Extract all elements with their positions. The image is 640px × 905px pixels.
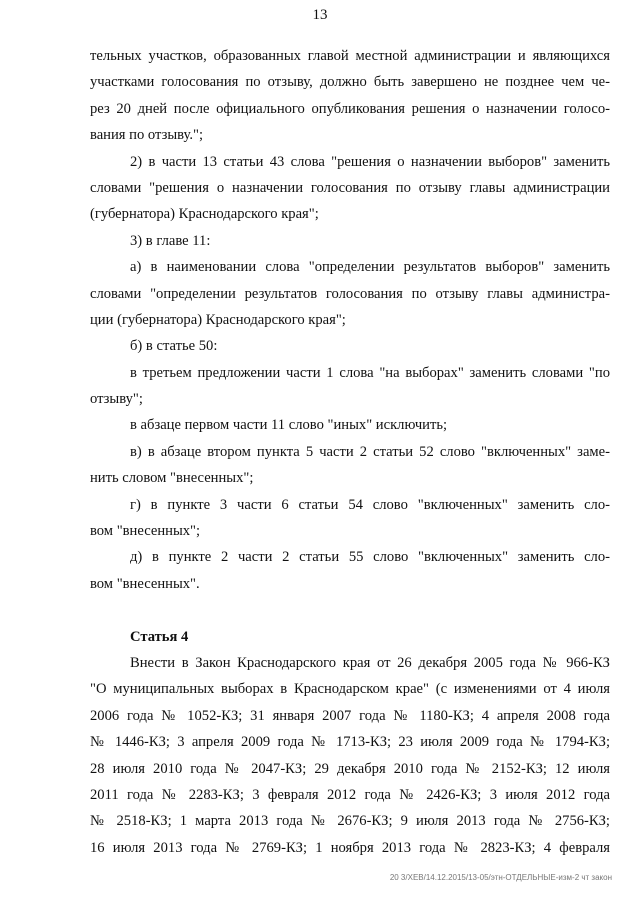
text-line: словами "решения о назначении голосования по отзыву главы администрации (90, 179, 610, 196)
text-line: 2006 года № 1052-КЗ; 31 января 2007 года № 1180-КЗ; 4 апреля 2008 года (90, 707, 610, 724)
text-line: в абзаце первом части 11 слово "иных" исключить; (130, 417, 448, 434)
text-line: в третьем предложении части 1 слова "на выборах" заменить словами "по (130, 364, 610, 381)
paragraph-gap (90, 597, 610, 623)
text-line: нить словом "внесенных"; (90, 470, 254, 487)
text-line: 2) в части 13 статьи 43 слова "решения о назначении выборов" заменить (130, 153, 610, 170)
text-line: вом "внесенных"; (90, 523, 201, 540)
text-line: 28 июля 2010 года № 2047-КЗ; 29 декабря 2010 года № 2152-КЗ; 12 июля (90, 760, 610, 777)
text-line: д) в пункте 2 части 2 статьи 55 слово "включенных" заменить сло- (130, 549, 610, 566)
text-line: Внести в Закон Краснодарского края от 26 декабря 2005 года № 966-КЗ (130, 654, 610, 671)
text-line: 3) в главе 11: (130, 232, 211, 249)
text-line: № 1446-КЗ; 3 апреля 2009 года № 1713-КЗ; 23 июля 2009 года № 1794-КЗ; (90, 734, 610, 751)
text-line: "О муниципальных выборах в Краснодарском крае" (с изменениями от 4 июля (90, 681, 610, 698)
text-line: в) в абзаце втором пункта 5 части 2 статьи 52 слово "включенных" заме- (130, 443, 610, 460)
text-line: (губернатора) Краснодарского края"; (90, 206, 319, 223)
text-line: участками голосования по отзыву, должно быть завершено не позднее чем че- (90, 74, 610, 91)
text-line: 2011 года № 2283-КЗ; 3 февраля 2012 года № 2426-КЗ; 3 июля 2012 года (90, 786, 610, 803)
article-heading: Статья 4 (130, 628, 189, 645)
text-line: словами "определении результатов голосования по отзыву главы администра- (90, 285, 610, 302)
document-body (90, 43, 610, 861)
text-line: б) в статье 50: (130, 338, 218, 355)
text-line: г) в пункте 3 части 6 статьи 54 слово "включенных" заменить сло- (130, 496, 610, 513)
text-line: № 2518-КЗ; 1 марта 2013 года № 2676-КЗ; 9 июля 2013 года № 2756-КЗ; (90, 813, 610, 830)
text-line: отзыву"; (90, 391, 143, 408)
page-number: 13 (312, 7, 328, 23)
text-line: вания по отзыву."; (90, 127, 204, 144)
footer-file-path: 20 3/ХЕВ/14.12.2015/13-05/этн-ОТДЕЛЬНЫЕ-изм-2 чт закон (389, 873, 612, 882)
text-line: рез 20 дней после официального опубликования решения о назначении голосо- (90, 100, 610, 117)
text-line: а) в наименовании слова "определении результатов выборов" заменить (130, 259, 610, 276)
text-line: тельных участков, образованных главой местной администрации и являющихся (90, 48, 610, 64)
text-line: вом "внесенных". (90, 575, 200, 592)
text-line: ции (губернатора) Краснодарского края"; (90, 311, 346, 328)
text-line: 16 июля 2013 года № 2769-КЗ; 1 ноября 2013 года № 2823-КЗ; 4 февраля (90, 839, 610, 856)
